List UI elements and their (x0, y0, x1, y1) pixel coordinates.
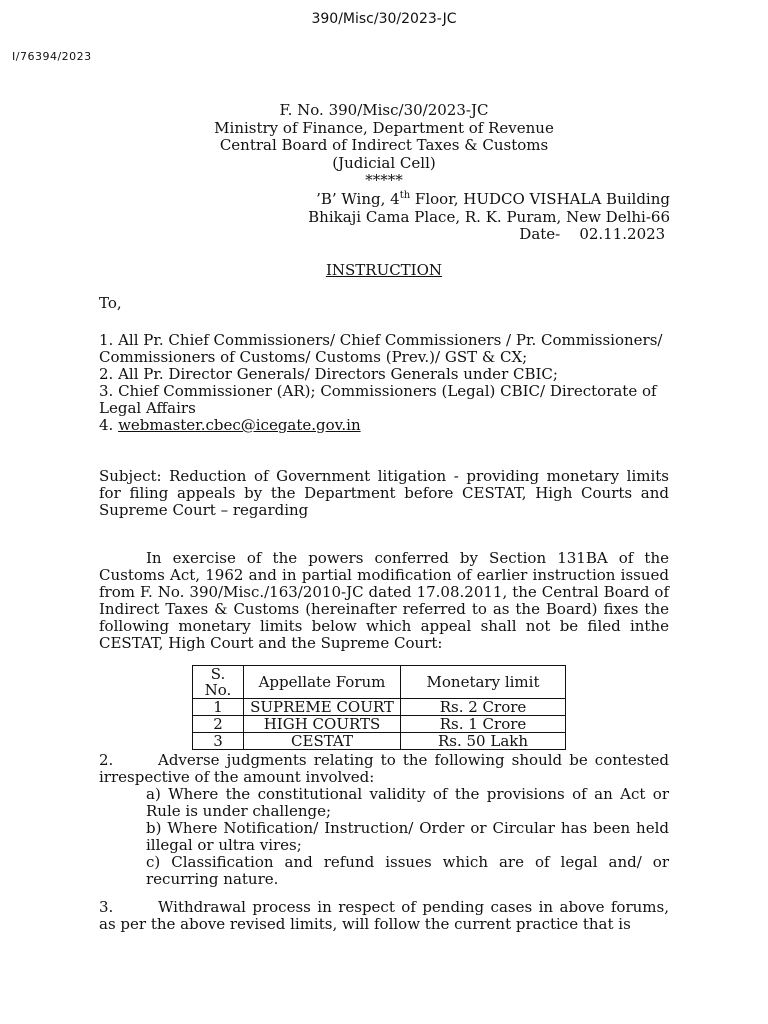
paragraph-1: In exercise of the powers conferred by Section 131BA of the Customs Act, 1962 and in partial modification of earlier instruction issued from F. No. 390/Misc./163/2010-JC dated 17.08.2011, the Central Board of Indirect Taxes & Customs (hereinafter referred to as the Board) fixes the following monetary limits below which appeal shall not be filed inthe CESTAT, High Court and the Supreme Court: (99, 549, 669, 652)
table-row (193, 733, 566, 750)
addressee-item: 3. Chief Commissioner (AR); Commissioners (Legal) CBIC/ Directorate of Legal Affairs (99, 382, 657, 417)
table-cell: CESTAT (244, 733, 401, 750)
list-item: b) Where Notification/ Instruction/ Order or Circular has been held illegal or ultra vires; (146, 819, 669, 854)
table-cell: Rs. 1 Crore (401, 716, 566, 733)
letterhead (0, 102, 768, 190)
table-row (193, 716, 566, 733)
addressee-item: 2. All Pr. Director Generals/ Directors Generals under CBIC; (99, 365, 558, 383)
address-line-2: Bhikaji Cama Place, R. K. Puram, New Delhi-66 (308, 207, 670, 226)
top-reference-number: 390/Misc/30/2023-JC (311, 11, 457, 27)
cell-name: (Judicial Cell) (332, 153, 436, 172)
column-header: Appellate Forum (244, 666, 401, 699)
table-cell: Rs. 2 Crore (401, 699, 566, 716)
monetary-limits-table (192, 665, 566, 750)
addressee-item: 1. All Pr. Chief Commissioners/ Chief Commissioners / Pr. Commissioners/ Commissioners of Customs/ Customs (Prev.)/ GST & CX; (99, 331, 663, 366)
table-cell: 2 (193, 716, 244, 733)
document-heading: INSTRUCTION (325, 261, 443, 279)
paragraph-2-lead: 2. Adverse judgments relating to the following should be contested irrespective of the amount involved: (99, 751, 669, 786)
addressee-item: 4. webmaster.cbec@icegate.gov.in (99, 416, 361, 434)
to-label: To, (99, 294, 122, 312)
paragraph-2 (99, 752, 669, 888)
office-address (308, 191, 670, 244)
date-line: Date- 02.11.2023 (519, 225, 666, 243)
stars-divider: ***** (365, 171, 403, 189)
list-item: a) Where the constitutional validity of the provisions of an Act or Rule is under challenge; (146, 785, 669, 820)
table-cell: SUPREME COURT (244, 699, 401, 716)
table-cell: Rs. 50 Lakh (401, 733, 566, 750)
table-cell: 3 (193, 733, 244, 750)
table-header-row (193, 666, 566, 699)
table-cell: 1 (193, 699, 244, 716)
inward-number: I/76394/2023 (12, 50, 92, 63)
table-cell: HIGH COURTS (244, 716, 401, 733)
email-link[interactable]: webmaster.cbec@icegate.gov.in (118, 416, 361, 434)
list-item: c) Classification and refund issues which are of legal and/ or recurring nature. (146, 853, 669, 888)
date-value: 02.11.2023 (579, 225, 666, 243)
address-line-1: ’B’ Wing, 4th Floor, HUDCO VISHALA Building (316, 190, 670, 208)
paragraph-3: 3. Withdrawal process in respect of pending cases in above forums, as per the above revised limits, will follow the current practice that is (99, 898, 669, 933)
file-number: F. No. 390/Misc/30/2023-JC (279, 101, 489, 119)
board-name: Central Board of Indirect Taxes & Customs (219, 136, 549, 154)
column-header: S. No. (193, 666, 244, 699)
table-row (193, 699, 566, 716)
ministry-name: Ministry of Finance, Department of Revenue (214, 118, 554, 137)
addressee-list (99, 332, 669, 434)
column-header: Monetary limit (401, 666, 566, 699)
subject-line: Subject: Reduction of Government litigation - providing monetary limits for filing appeals by the Department before CESTAT, High Courts and Supreme Court – regarding (99, 467, 669, 519)
